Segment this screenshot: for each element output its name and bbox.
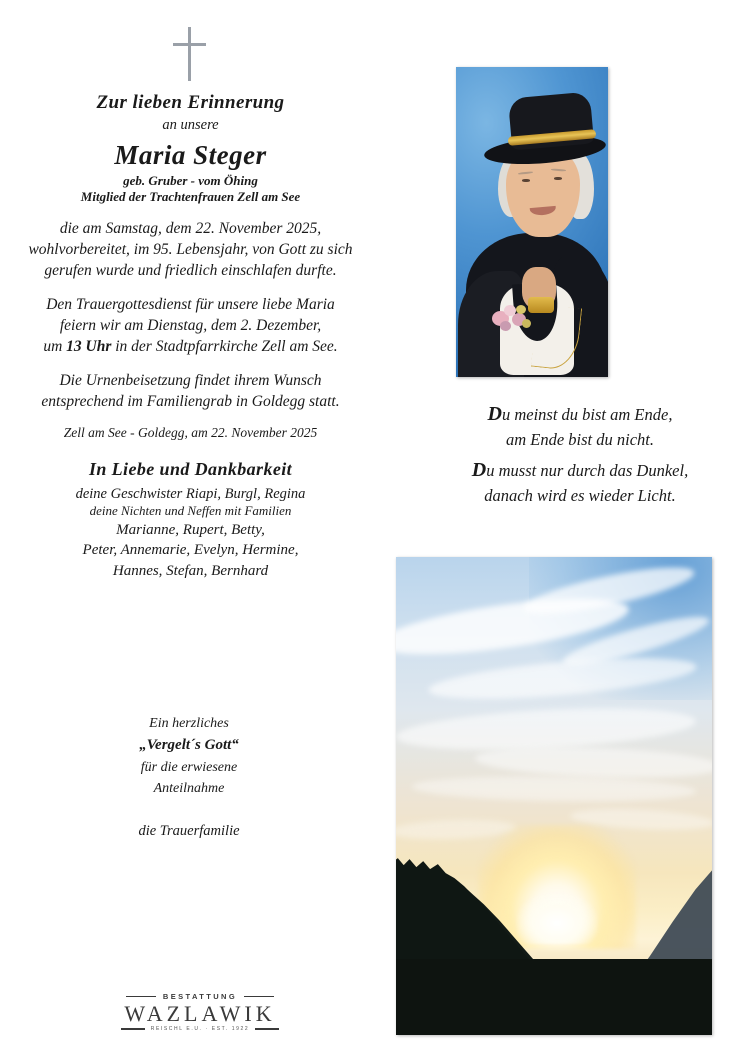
logo-bottom-row — [110, 1026, 290, 1032]
landscape-photo — [396, 557, 712, 1035]
poem-line-3: u musst nur durch das Dunkel, — [486, 460, 689, 480]
poem-line-4: danach wird es wieder Licht. — [484, 486, 676, 506]
poem-dropcap-1: D — [487, 403, 502, 425]
family-name-line: Peter, Annemarie, Evelyn, Hermine, — [82, 542, 299, 559]
logo-subtitle: REISCHL E.U. · EST. 1922 — [150, 1026, 250, 1033]
memorial-heading: Zur lieben Erinnerung — [96, 92, 285, 113]
poem-line-1: u meinst du bist am Ende, — [501, 405, 673, 424]
logo-rule-left — [126, 996, 156, 998]
portrait-eye-right — [554, 177, 562, 180]
logo-company-name: WAZLAWIK — [124, 1001, 276, 1026]
logo-bestattung-word: BESTATTUNG — [162, 992, 238, 1001]
love-heading: In Liebe und Dankbarkeit — [88, 458, 293, 479]
poem-dropcap-2: D — [471, 458, 487, 481]
memorial-text-column — [18, 92, 363, 581]
cross-vertical-bar — [188, 27, 191, 81]
place-and-date: Zell am See - Goldegg, am 22. November 2025 — [63, 424, 318, 440]
cross-horizontal-bar — [173, 43, 206, 46]
service-line-3-prefix: um — [43, 338, 67, 356]
logo-rule-left-bottom — [121, 1028, 145, 1031]
thanks-line-4: Anteilnahme — [153, 780, 225, 796]
family-name-line: Marianne, Rupert, Betty, — [116, 522, 265, 539]
death-paragraph: die am Samstag, dem 22. November 2025, wohlvorbereitet, im 95. Lebensjahr, von Gott zu sich gerufen wurde und friedlich einschlafen durfte. — [28, 219, 353, 280]
thanks-signature: die Trauerfamilie — [138, 822, 240, 839]
service-paragraph — [18, 294, 363, 358]
deceased-name: Maria Steger — [114, 140, 267, 170]
poem-stanza-2 — [420, 456, 740, 508]
thanks-block — [60, 713, 318, 842]
logo-rule-right — [244, 996, 274, 998]
nieces-nephews-line: deine Nichten und Neffen mit Familien — [89, 503, 292, 519]
portrait-photo — [456, 67, 608, 377]
maiden-name: geb. Gruber - vom Öhing — [123, 173, 258, 188]
service-line-2: feiern wir am Dienstag, dem 2. Dezember, — [59, 317, 322, 334]
portrait-eye-left — [522, 179, 530, 182]
logo-top-row — [110, 992, 290, 1001]
siblings-line: deine Geschwister Riapi, Burgl, Regina — [75, 485, 306, 502]
poem-stanza-1 — [420, 400, 740, 452]
poem-block — [420, 400, 740, 512]
service-line-3-suffix: in der Stadtpfarrkirche Zell am See. — [111, 338, 338, 356]
service-line-1: Den Trauergottesdienst für unsere liebe Maria — [46, 295, 335, 313]
funeral-home-logo — [110, 992, 290, 1032]
family-name-line: Hannes, Stefan, Bernhard — [112, 562, 269, 579]
membership-line: Mitglied der Trachtenfrauen Zell am See — [80, 189, 301, 205]
landscape-foreground-forest — [396, 959, 712, 1035]
burial-paragraph: Die Urnenbeisetzung findet ihrem Wunsch entsprechend im Familiengrab in Goldegg statt. — [41, 371, 340, 411]
service-time: 13 Uhr — [66, 338, 112, 356]
thanks-line-1: Ein herzliches — [149, 716, 229, 731]
latin-cross-icon — [172, 27, 208, 81]
portrait-flower-corsage — [490, 303, 532, 337]
poem-line-2: am Ende bist du nicht. — [505, 430, 655, 450]
our-dear-label: an unsere — [162, 117, 219, 133]
thanks-vergelts-gott: „Vergelt´s Gott“ — [139, 737, 239, 753]
logo-rule-right-bottom — [255, 1028, 279, 1031]
thanks-line-3: für die erwiesene — [140, 759, 238, 775]
